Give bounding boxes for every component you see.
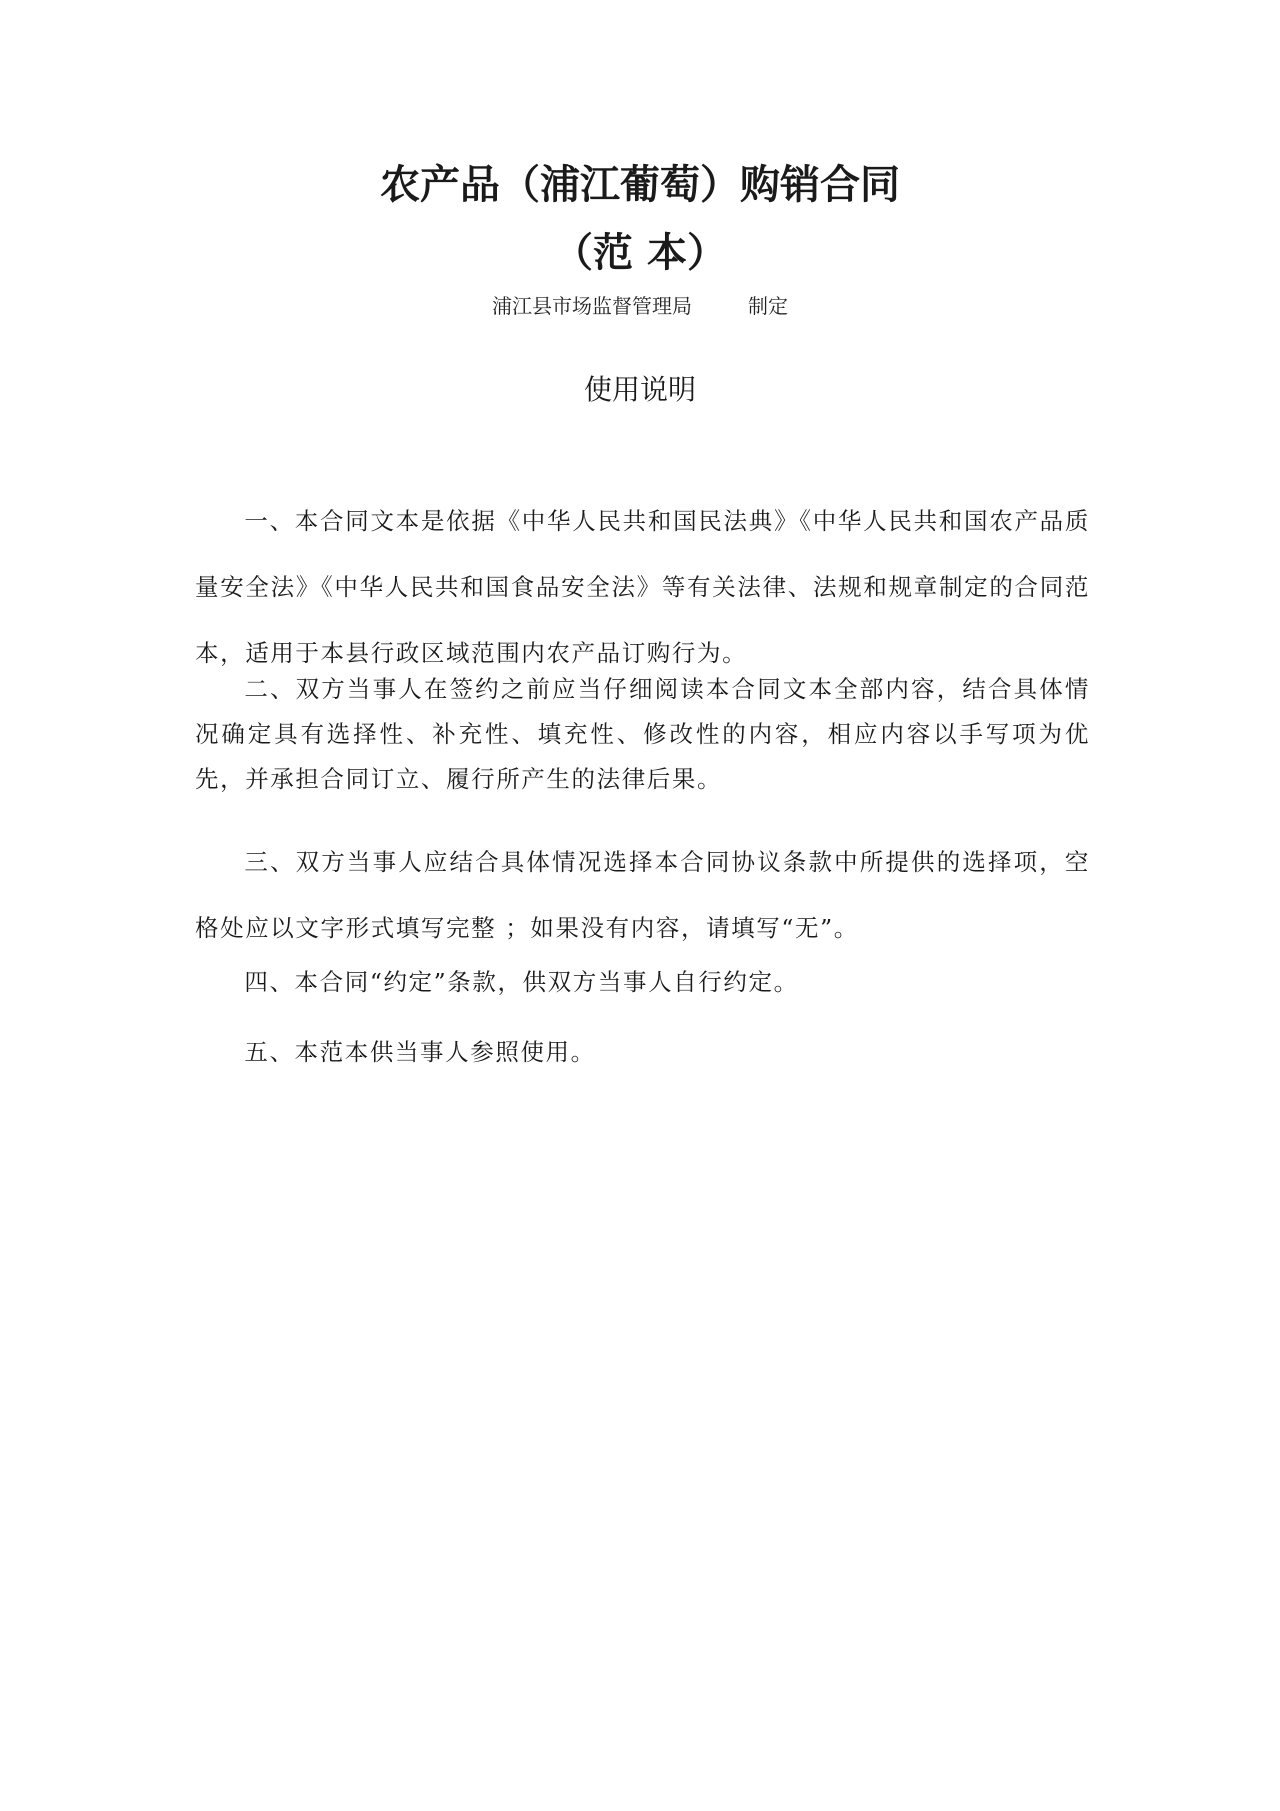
instruction-paragraph-5 (195, 1032, 1090, 1072)
instruction-paragraph-2 (195, 667, 1090, 802)
document-title: 农产品（浦江葡萄）购销合同 (380, 161, 900, 208)
instruction-paragraph-4 (195, 962, 1090, 1002)
paragraph-text: 本合同文本是依据《中华人民共和国民法典》《中华人民共和国农产品质量安全法》《中华人民共和国食品安全法》等有关法律、法规和规章制定的合同范本，适用于本县行政区域范围内农产品订购行为。 (195, 507, 1091, 667)
issuer-organization: 浦江县市场监督管理局 (492, 294, 692, 318)
instruction-paragraph-3 (195, 829, 1090, 961)
paragraph-text: 本合同“约定”条款，供双方当事人自行约定。 (294, 968, 799, 996)
paragraph-text: 本范本供当事人参照使用。 (294, 1038, 596, 1066)
paragraph-number: 三、 (244, 848, 296, 876)
paragraph-number: 二、 (244, 675, 296, 703)
paragraph-text: 双方当事人在签约之前应当仔细阅读本合同文本全部内容，结合具体情况确定具有选择性、补充性、填充性、修改性的内容，相应内容以手写项为优先，并承担合同订立、履行所产生的法律后果。 (195, 675, 1090, 793)
section-heading: 使用说明 (583, 373, 696, 406)
issuer-action: 制定 (748, 294, 788, 318)
paragraph-number: 四、 (244, 968, 295, 996)
paragraph-number: 一、 (244, 507, 295, 535)
instruction-paragraph-1 (195, 488, 1090, 686)
paragraph-text: 双方当事人应结合具体情况选择本合同协议条款中所提供的选择项，空格处应以文字形式填写完整 ；如果没有内容，请填写“无”。 (195, 848, 1090, 942)
paragraph-number: 五、 (244, 1038, 295, 1066)
document-subtitle: （范 本） (553, 229, 727, 276)
issuer-line (0, 292, 1280, 320)
